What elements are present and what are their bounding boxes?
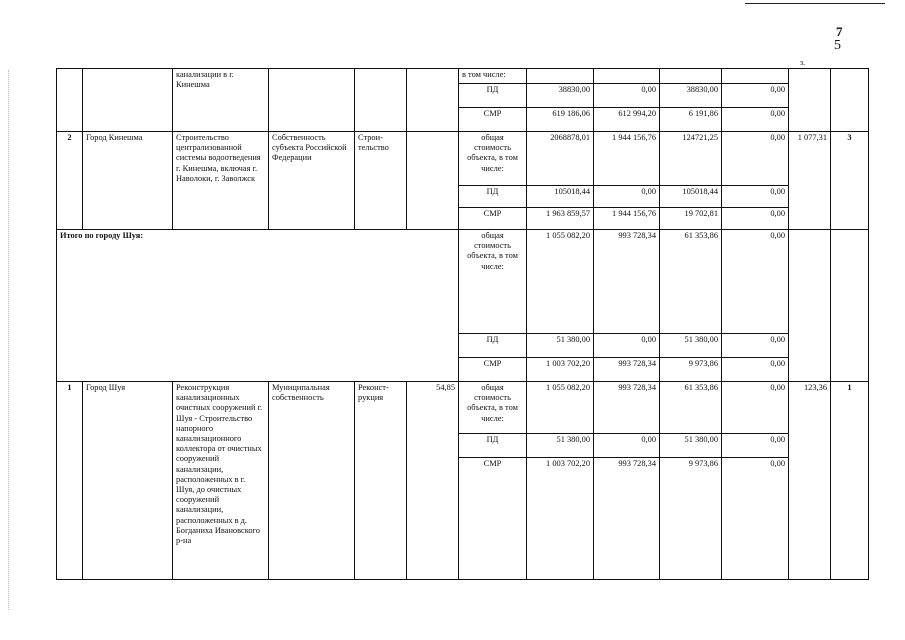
- binding-margin: [8, 70, 9, 610]
- table-row: СМР 1 003 702,20 993 728,34 9 973,86 0,00: [57, 358, 869, 382]
- table-row: ПД 105018,44 0,00 105018,44 0,00: [57, 186, 869, 208]
- table-row: Итого по городу Шуя: общая стоимость объекта, в том числе: 1 055 082,20 993 728,34 61 353,86 0,00: [57, 230, 869, 334]
- pd-label: ПД: [459, 84, 527, 108]
- table-row: СМР 1 003 702,20 993 728,34 9 973,86 0,00: [57, 458, 869, 580]
- table-row: ПД 51 380,00 0,00 51 380,00 0,00: [57, 434, 869, 458]
- object-cell: канализации в г. Кинешма: [173, 69, 269, 132]
- table-row: ПД 51 380,00 0,00 51 380,00 0,00: [57, 334, 869, 358]
- investment-table: [56, 68, 869, 580]
- smr-label: СМР: [459, 108, 527, 132]
- page-number: 5: [834, 38, 841, 53]
- table-row: 1 Город Шуя Реконструкция канализационных очистных сооружений г. Шуя - Строительство напорного канализационного коллектора от очистных сооружений канализации, расположенных в г. Шуя, до очистных сооружений канализации, расположенных в д. Богданиха Ивановского р-на Муниципальная собственность Реконст-рукция 54,85 общая стоимость объекта, в том числе: 1 055 082,20 993 728,34 61 353,86 0,00 123,36 1: [57, 382, 869, 434]
- table-row: СМР 619 186,06 612 994,20 6 191,86 0,00: [57, 108, 869, 132]
- table-row: СМР 1 963 859,57 1 944 156,76 19 702,81 0,00: [57, 208, 869, 230]
- top-rule: [745, 3, 885, 4]
- margin-tick: з.: [800, 58, 806, 67]
- page-mark: 7: [836, 24, 843, 39]
- table-row: [57, 69, 869, 84]
- total-shuya-label: Итого по городу Шуя:: [57, 230, 459, 382]
- table-row: 2 Город Кинешма Строительство централизованной системы водоотведения г. Кинешма, включая г. Наволоки, г. Заволжск Собственность субъекта Российской Федерации Строи-тельство общая стоимость объекта, в том числе: 2068878,01 1 944 156,76 124721,25 0,00 1 077,31 3: [57, 132, 869, 186]
- table-row: ПД 38830,00 0,00 38830,00 0,00: [57, 84, 869, 108]
- in-that-number-label: в том числе:: [459, 69, 527, 84]
